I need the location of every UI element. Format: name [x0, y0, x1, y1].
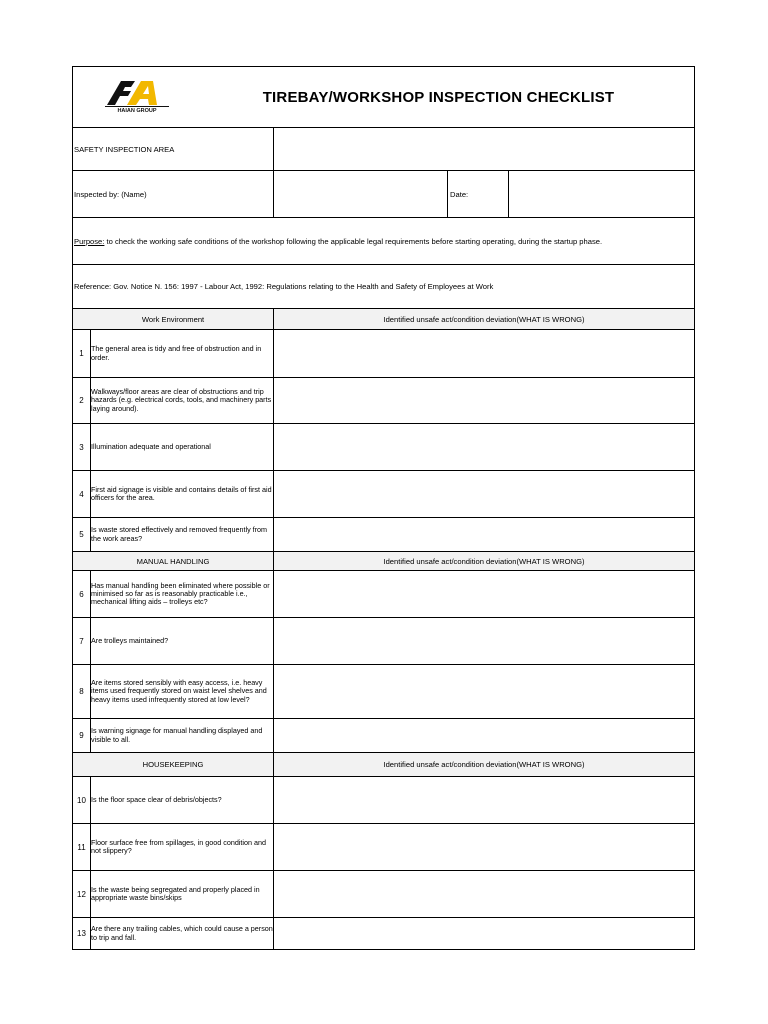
purpose-text — [74, 218, 692, 264]
inspected-by-label: Inspected by: (Name) — [74, 189, 147, 199]
deviation-input[interactable] — [273, 618, 694, 664]
checklist-row — [73, 330, 694, 378]
item-question: Is waste stored effectively and removed frequently from the work areas? — [90, 518, 273, 551]
section-heading: Work Environment — [141, 314, 205, 324]
inspection-checklist-sheet — [72, 66, 695, 950]
deviation-input[interactable] — [273, 378, 694, 423]
item-number: 5 — [79, 530, 84, 539]
checklist-row — [73, 777, 694, 824]
item-question: Are items stored sensibly with easy access, i.e. heavy items used frequently stored on waist level shelves and heavy items used infrequently stored at low level? — [90, 665, 273, 718]
section-heading: MANUAL HANDLING — [136, 556, 210, 566]
deviation-input[interactable] — [273, 571, 694, 617]
deviation-input[interactable] — [273, 665, 694, 718]
date-input[interactable] — [508, 171, 694, 217]
section-header-manual-handling — [73, 552, 694, 571]
page-title: TIREBAY/WORKSHOP INSPECTION CHECKLIST — [262, 88, 615, 106]
deviation-input[interactable] — [273, 918, 694, 949]
area-row — [73, 128, 694, 171]
deviation-input[interactable] — [273, 518, 694, 551]
area-input[interactable] — [273, 128, 694, 170]
deviation-input[interactable] — [273, 471, 694, 517]
item-number: 10 — [77, 795, 86, 805]
item-number: 11 — [77, 842, 86, 852]
item-number: 9 — [79, 731, 84, 740]
item-question: Are there any trailing cables, which could cause a person to trip and fall. — [90, 918, 273, 949]
checklist-row — [73, 918, 694, 949]
section-header-housekeeping — [73, 753, 694, 777]
item-question: Is warning signage for manual handling displayed and visible to all. — [90, 719, 273, 752]
haian-group-logo-icon — [101, 77, 173, 117]
reference-text: Reference: Gov. Notice N. 156: 1997 - Labour Act, 1992: Regulations relating to the Health and Safety of Employees at Work — [74, 282, 494, 291]
deviation-heading: Identified unsafe act/condition deviation(WHAT IS WRONG) — [273, 753, 694, 776]
deviation-input[interactable] — [273, 871, 694, 917]
item-number: 1 — [79, 349, 84, 358]
deviation-heading: Identified unsafe act/condition deviation(WHAT IS WRONG) — [273, 552, 694, 570]
purpose-row — [73, 218, 694, 265]
item-number: 6 — [79, 589, 84, 599]
inspector-row — [73, 171, 694, 218]
svg-text:HAIAN GROUP: HAIAN GROUP — [117, 108, 157, 114]
item-question: Walkways/floor areas are clear of obstructions and trip hazards (e.g. electrical cords, tools, and machinery parts laying around). — [90, 378, 273, 423]
deviation-input[interactable] — [273, 330, 694, 377]
deviation-input[interactable] — [273, 719, 694, 752]
item-number: 3 — [79, 442, 84, 452]
checklist-row — [73, 719, 694, 753]
checklist-row — [73, 471, 694, 518]
item-question: Are trolleys maintained? — [90, 618, 273, 664]
checklist-row — [73, 571, 694, 618]
item-number: 12 — [77, 889, 86, 899]
deviation-input[interactable] — [273, 777, 694, 823]
item-question: Illumination adequate and operational — [90, 424, 273, 470]
title-row — [73, 67, 694, 128]
inspected-by-input[interactable] — [273, 171, 447, 217]
item-question: Is the floor space clear of debris/objects? — [90, 777, 273, 823]
item-number: 4 — [79, 489, 84, 499]
item-number: 13 — [77, 929, 86, 938]
checklist-row — [73, 824, 694, 871]
area-label: SAFETY INSPECTION AREA — [74, 144, 175, 154]
checklist-row — [73, 618, 694, 665]
checklist-row — [73, 424, 694, 471]
section-header-work-environment — [73, 309, 694, 330]
item-number: 8 — [79, 687, 84, 696]
item-question: Has manual handling been eliminated where possible or minimised so far as is reasonably practicable i.e., mechanical lifting aids – trolleys etc? — [90, 571, 273, 617]
purpose-description: to check the working safe conditions of the workshop following the applicable legal requirements before starting operating, during the startup phase. — [104, 236, 603, 246]
checklist-row — [73, 518, 694, 552]
reference-row — [73, 265, 694, 309]
section-heading: HOUSEKEEPING — [142, 760, 204, 769]
checklist-row — [73, 378, 694, 424]
deviation-heading: Identified unsafe act/condition deviation(WHAT IS WRONG) — [273, 309, 694, 329]
item-question: Is the waste being segregated and properly placed in appropriate waste bins/skips — [90, 871, 273, 917]
item-number: 2 — [79, 396, 84, 405]
item-number: 7 — [79, 636, 84, 646]
purpose-label: Purpose: — [74, 236, 105, 246]
company-logo — [101, 77, 173, 117]
item-question: Floor surface free from spillages, in good condition and not slippery? — [90, 824, 273, 870]
date-label: Date: — [447, 171, 508, 217]
item-question: First aid signage is visible and contains details of first aid officers for the area. — [90, 471, 273, 517]
checklist-row — [73, 665, 694, 719]
deviation-input[interactable] — [273, 424, 694, 470]
item-question: The general area is tidy and free of obstruction and in order. — [90, 330, 273, 377]
checklist-row — [73, 871, 694, 918]
deviation-input[interactable] — [273, 824, 694, 870]
